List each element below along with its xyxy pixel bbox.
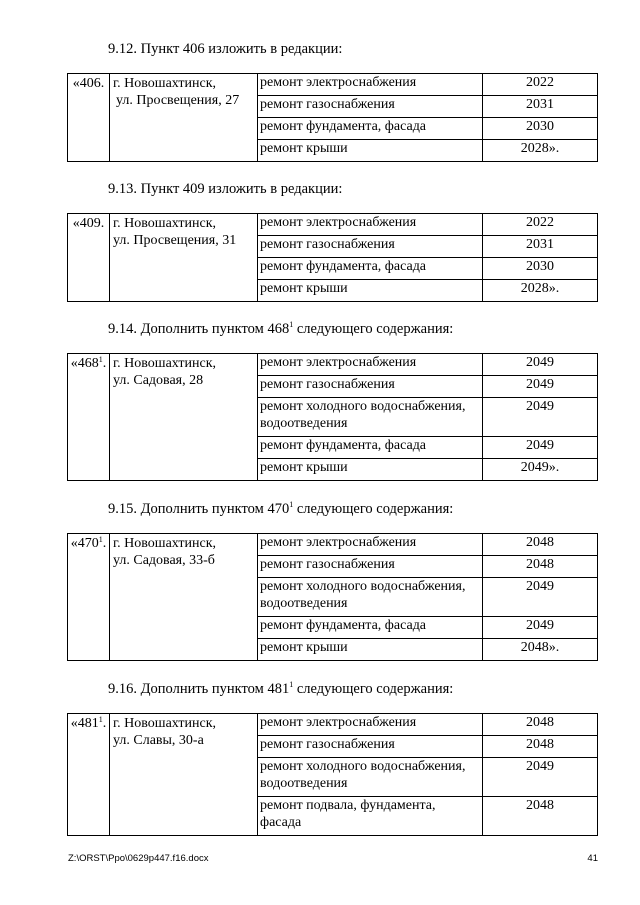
item-number: «$470^1$.	[68, 534, 110, 661]
year-cell: 2022	[483, 74, 598, 96]
work-type-cell: ремонт фундамента, фасада	[258, 617, 483, 639]
year-cell: 2049	[483, 398, 598, 437]
page-number: 41	[587, 853, 598, 864]
work-type-cell: ремонт подвала, фундамента, фасада	[258, 797, 483, 836]
year-cell: 2030	[483, 118, 598, 140]
work-type-cell: ремонт крыши	[258, 140, 483, 162]
work-type-cell: ремонт фундамента, фасада	[258, 118, 483, 140]
year-cell: 2031	[483, 96, 598, 118]
work-type-cell: ремонт электроснабжения	[258, 534, 483, 556]
section-heading: 9.13. Пункт 409 изложить в редакции:	[108, 181, 343, 197]
item-address: г. Новошахтинск, ул. Просвещения, 31	[110, 214, 258, 302]
year-cell: 2049	[483, 758, 598, 797]
work-type-cell: ремонт фундамента, фасада	[258, 437, 483, 459]
year-cell: 2049	[483, 376, 598, 398]
work-type-cell: ремонт фундамента, фасада	[258, 258, 483, 280]
footer-file-path: Z:\ORST\Ppo\0629p447.f16.docx	[68, 853, 209, 864]
year-cell: 2048	[483, 736, 598, 758]
work-type-cell: ремонт холодного водоснабжения, водоотведения	[258, 578, 483, 617]
housing-table	[67, 533, 598, 661]
work-type-cell: ремонт электроснабжения	[258, 354, 483, 376]
year-cell: 2030	[483, 258, 598, 280]
section-heading: 9.12. Пункт 406 изложить в редакции:	[108, 41, 343, 57]
work-type-cell: ремонт холодного водоснабжения, водоотведения	[258, 758, 483, 797]
work-type-cell: ремонт крыши	[258, 639, 483, 661]
section-heading: 9.14. Дополнить пунктом $468^1$ следующего содержания:	[108, 320, 454, 337]
year-cell: 2049	[483, 617, 598, 639]
work-type-cell: ремонт газоснабжения	[258, 736, 483, 758]
housing-table	[67, 713, 598, 836]
work-type-cell: ремонт электроснабжения	[258, 714, 483, 736]
work-type-cell: ремонт электроснабжения	[258, 214, 483, 236]
housing-table	[67, 213, 598, 302]
work-type-cell: ремонт газоснабжения	[258, 556, 483, 578]
year-cell: 2028».	[483, 280, 598, 302]
item-address: г. Новошахтинск, ул. Садовая, 33-б	[110, 534, 258, 661]
work-type-cell: ремонт крыши	[258, 459, 483, 481]
year-cell: 2022	[483, 214, 598, 236]
year-cell: 2031	[483, 236, 598, 258]
year-cell: 2049	[483, 354, 598, 376]
item-number: «409.	[68, 214, 110, 302]
year-cell: 2049	[483, 578, 598, 617]
work-type-cell: ремонт газоснабжения	[258, 236, 483, 258]
year-cell: 2048	[483, 714, 598, 736]
year-cell: 2028».	[483, 140, 598, 162]
item-address: г. Новошахтинск, ул. Славы, 30-а	[110, 714, 258, 836]
year-cell: 2048	[483, 797, 598, 836]
item-address: г. Новошахтинск, ул. Просвещения, 27	[110, 74, 258, 162]
item-number: «$468^1$.	[68, 354, 110, 481]
work-type-cell: ремонт газоснабжения	[258, 96, 483, 118]
item-address: г. Новошахтинск, ул. Садовая, 28	[110, 354, 258, 481]
work-type-cell: ремонт холодного водоснабжения, водоотведения	[258, 398, 483, 437]
item-number: «$481^1$.	[68, 714, 110, 836]
year-cell: 2048	[483, 534, 598, 556]
work-type-cell: ремонт крыши	[258, 280, 483, 302]
year-cell: 2048	[483, 556, 598, 578]
work-type-cell: ремонт газоснабжения	[258, 376, 483, 398]
housing-table	[67, 353, 598, 481]
section-heading: 9.15. Дополнить пунктом $470^1$ следующего содержания:	[108, 500, 454, 517]
year-cell: 2048».	[483, 639, 598, 661]
housing-table	[67, 73, 598, 162]
section-heading: 9.16. Дополнить пунктом $481^1$ следующего содержания:	[108, 680, 454, 697]
work-type-cell: ремонт электроснабжения	[258, 74, 483, 96]
item-number: «406.	[68, 74, 110, 162]
year-cell: 2049».	[483, 459, 598, 481]
year-cell: 2049	[483, 437, 598, 459]
